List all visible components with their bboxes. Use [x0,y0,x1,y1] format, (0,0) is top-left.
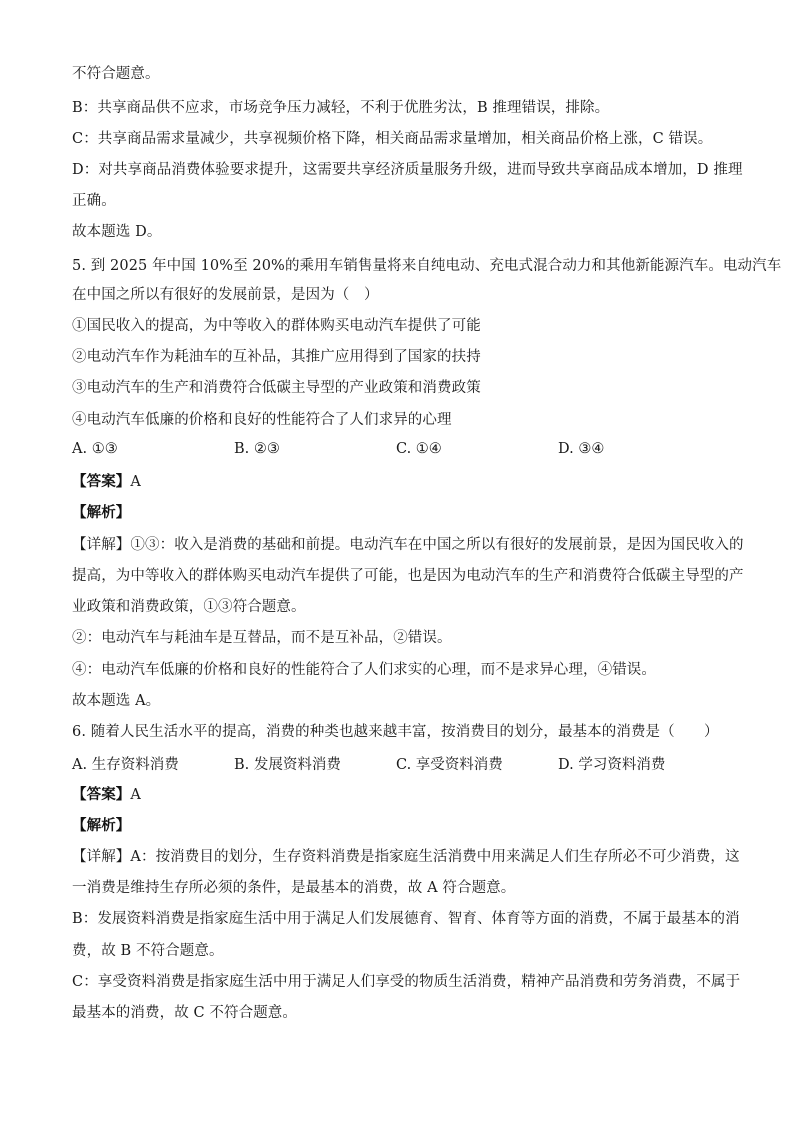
q5-option-d: D. ③④ [558,441,605,457]
text-line: 故本题选 A。 [72,693,161,709]
text-line: B：共享商品供不应求，市场竞争压力减轻，不利于优胜劣汰，B 推理错误，排除。 [72,100,610,116]
q6-option-c: C. 享受资料消费 [396,757,503,773]
statement-3: ③电动汽车的生产和消费符合低碳主导型的产业政策和消费政策 [72,380,481,396]
q5-analysis-tag [72,503,732,523]
text-line: ②：电动汽车与耗油车是互替品，而不是互补品，②错误。 [72,630,452,646]
text-line: 提高，为中等收入的群体购买电动汽车提供了可能，也是因为电动汽车的生产和消费符合低碳主导型的产 [72,568,744,584]
text-line: ④：电动汽车低廉的价格和良好的性能符合了人们求实的心理，而不是求异心理，④错误。 [72,662,656,678]
q5-answer [72,472,732,492]
answer-tag: 【答案】 [72,473,131,490]
question-5-stem: 5. 到 2025 年中国 10%至 20%的乘用车销售量将来自纯电动、充电式混合动力和其他新能源汽车。电动汽车 [72,258,782,274]
text-line: C：享受资料消费是指家庭生活中用于满足人们享受的物质生活消费，精神产品消费和劳务消费，不属于 [72,974,741,990]
q6-analysis-tag [72,816,732,836]
statement-4: ④电动汽车低廉的价格和良好的性能符合了人们求异的心理 [72,412,452,428]
answer-value: A [130,787,141,803]
q5-option-a: A. ①③ [72,441,118,457]
text-line: B：发展资料消费是指家庭生活中用于满足人们发展德育、智育、体育等方面的消费，不属于最基本的消 [72,911,740,927]
q6-option-b: B. 发展资料消费 [234,757,341,773]
question-5-stem: 在中国之所以有很好的发展前景，是因为（ ） [72,287,379,303]
text-line: 正确。 [72,193,116,209]
q5-option-c: C. ①④ [396,441,442,457]
text-line: D：对共享商品消费体验要求提升，这需要共享经济质量服务升级，进而导致共享商品成本增加，D 推理 [72,162,743,178]
text-line: 一消费是维持生存所必须的条件，是最基本的消费，故 A 符合题意。 [72,880,516,896]
answer-tag: 【答案】 [72,786,131,803]
q5-option-b: B. ②③ [234,441,280,457]
q6-option-d: D. 学习资料消费 [558,757,666,773]
answer-value: A [130,474,141,490]
text-line: 费，故 B 不符合题意。 [72,943,224,959]
text-line: 业政策和消费政策，①③符合题意。 [72,599,306,615]
text-line: 【详解】①③：收入是消费的基础和前提。电动汽车在中国之所以有很好的发展前景，是因为国民收入的 [72,537,744,553]
analysis-tag: 【解析】 [72,817,131,834]
statement-2: ②电动汽车作为耗油车的互补品，其推广应用得到了国家的扶持 [72,349,481,365]
text-line: 故本题选 D。 [72,224,162,240]
statement-1: ①国民收入的提高，为中等收入的群体购买电动汽车提供了可能 [72,318,481,334]
text-line: 【详解】A：按消费目的划分，生存资料消费是指家庭生活消费中用来满足人们生存所必不可少消费，这 [72,849,740,865]
q6-option-a: A. 生存资料消费 [72,757,179,773]
text-line: 不符合题意。 [72,66,160,82]
question-6-stem: 6. 随着人民生活水平的提高，消费的种类也越来越丰富，按消费目的划分，最基本的消费是（ ） [72,724,719,740]
text-line: 最基本的消费，故 C 不符合题意。 [72,1005,298,1021]
q6-answer [72,785,732,805]
text-line: C：共享商品需求量减少，共享视频价格下降，相关商品需求量增加，相关商品价格上涨，C 错误。 [72,131,713,147]
analysis-tag: 【解析】 [72,504,131,521]
